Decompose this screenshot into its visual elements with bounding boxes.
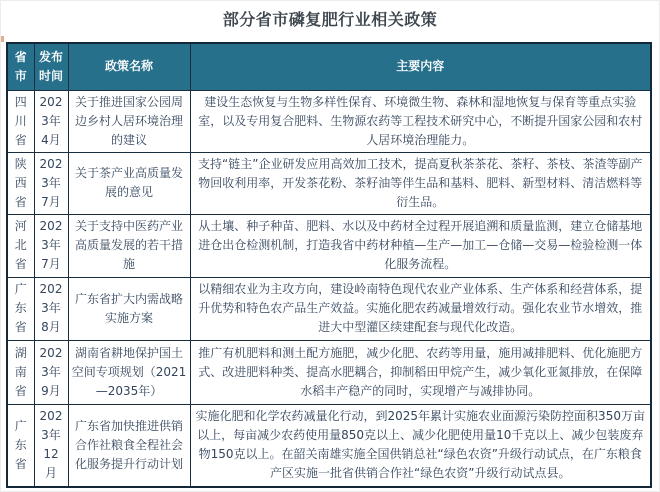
cell-date: 2023年4月 <box>34 90 68 152</box>
cell-province: 陕西省 <box>7 152 34 214</box>
left-edge-artifact <box>1 36 4 42</box>
cell-policy-name: 广东省加快推进供销合作社粮食全程社会化服务提升行动计划 <box>68 404 190 487</box>
page-title: 部分省市磷复肥行业相关政策 <box>222 10 438 29</box>
table-body <box>7 90 651 487</box>
cell-main-content: 实施化肥和化学农药减量化行动，到2025年累计实施农业面源污染防控面积350万亩以上，每亩减少农药使用量850克以上、减少化肥使用量10千克以上、减少包装废弃物150克以上。在韶关南雄实施全国供销总社“绿色农资”升级行动试点，在广东粮食产区实施一批省供销合作社“绿色农资”升级行动试点县。 <box>190 404 651 487</box>
policy-table <box>6 42 652 488</box>
table-row <box>7 214 651 277</box>
table-row <box>7 404 651 487</box>
cell-policy-name: 关于支持中医药产业高质量发展的若干措施 <box>68 214 190 277</box>
cell-policy-name: 关于推进国家公园周边乡村人居环境治理的建议 <box>68 90 190 152</box>
col-header-province: 省市 <box>7 43 34 90</box>
cell-province: 河北省 <box>7 214 34 277</box>
cell-province: 广东省 <box>7 277 34 340</box>
cell-policy-name: 关于茶产业高质量发展的意见 <box>68 152 190 214</box>
table-header <box>7 43 651 90</box>
col-header-main-content: 主要内容 <box>190 43 651 90</box>
cell-date: 2023年7月 <box>34 152 68 214</box>
cell-date: 2023年8月 <box>34 277 68 340</box>
table-row <box>7 152 651 214</box>
cell-date: 2023年7月 <box>34 214 68 277</box>
cell-main-content: 以精细农业为主攻方向，建设岭南特色现代农业产业体系、生产体系和经营体系，提升优势和特色农产品生产效益。实施化肥农药减量增效行动。强化农业节水增效，推进大中型灌区续建配套与现代化改造。 <box>190 277 651 340</box>
table-row <box>7 340 651 404</box>
cell-province: 湖南省 <box>7 340 34 404</box>
cell-main-content: 支持“链主”企业研发应用高效加工技术，提高夏秋茶茶花、茶籽、茶枝、茶渣等副产物回收利用率，开发茶花粉、茶籽油等伴生品和基料、肥料、新型材料、清洁燃料等衍生品。 <box>190 152 651 214</box>
cell-main-content: 从土壤、种子种苗、肥料、水以及中药材全过程开展追溯和质量监测，建立仓储基地进仓出仓检测机制，打造我省中药材种植—生产—加工—仓储—交易—检验检测一体化服务流程。 <box>190 214 651 277</box>
table-row <box>7 90 651 152</box>
header-row <box>7 43 651 90</box>
cell-main-content: 推广有机肥料和测土配方施肥，减少化肥、农药等用量，施用减排肥料、优化施肥方式、改进肥料种类、提高水肥耦合，抑制稻田甲烷产生，减少氧化亚氮排放，在保障水稻丰产稳产的同时，实现增产与减排协同。 <box>190 340 651 404</box>
cell-policy-name: 湖南省耕地保护国土空间专项规划（2021—2035年） <box>68 340 190 404</box>
cell-main-content: 建设生态恢复与生物多样性保育、环境微生物、森林和湿地恢复与保育等重点实验室，以及专用复合肥料、生物源农药等工程技术研究中心，不断提升国家公园和农村人居环境治理能力。 <box>190 90 651 152</box>
table-row <box>7 277 651 340</box>
cell-date: 2023年9月 <box>34 340 68 404</box>
col-header-date: 发布时间 <box>34 43 68 90</box>
cell-policy-name: 广东省扩大内需战略实施方案 <box>68 277 190 340</box>
col-header-policy-name: 政策名称 <box>68 43 190 90</box>
cell-province: 四川省 <box>7 90 34 152</box>
cell-date: 2023年12月 <box>34 404 68 487</box>
cell-province: 广东省 <box>7 404 34 487</box>
